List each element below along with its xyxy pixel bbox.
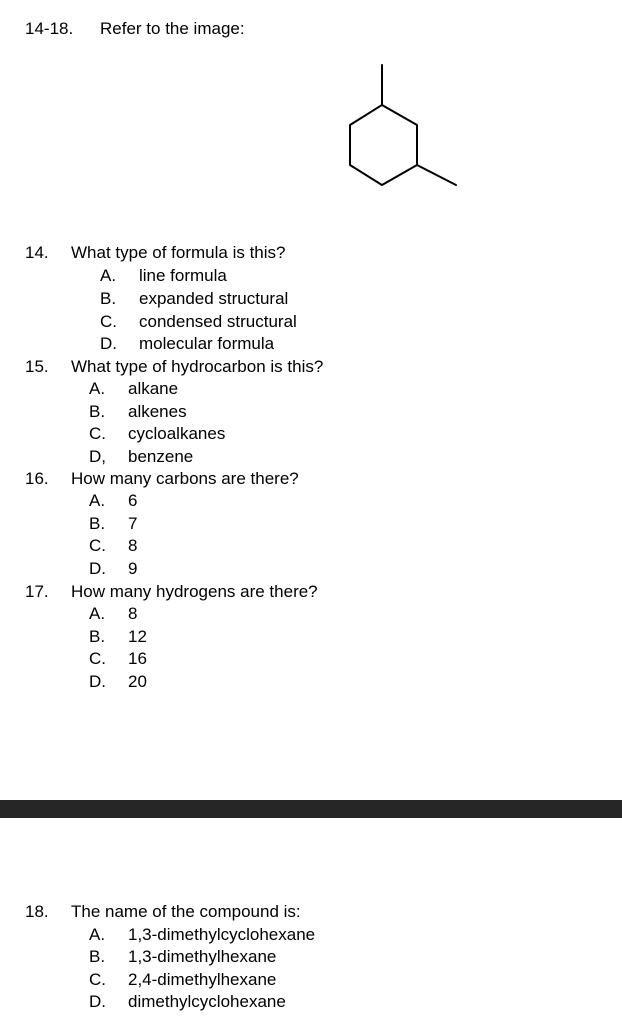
q17-option-b-letter: B. (89, 627, 106, 646)
q14-option-d: molecular formula (139, 334, 275, 353)
structure-image (340, 60, 470, 190)
question-18-text: The name of the compound is: (71, 902, 301, 921)
question-14-text: What type of formula is this? (71, 243, 286, 262)
q18-option-d-letter: D. (89, 992, 106, 1011)
page-divider (0, 800, 622, 818)
q15-option-b: alkenes (128, 402, 187, 421)
q14-option-b: expanded structural (139, 289, 289, 308)
q16-option-c-letter: C. (89, 536, 106, 555)
q16-option-b: 7 (128, 514, 138, 533)
q15-option-a-letter: A. (89, 379, 106, 398)
question-14-number: 14. (25, 243, 49, 262)
q17-option-a-letter: A. (89, 604, 106, 623)
q17-option-d: 20 (128, 672, 147, 691)
header-range: 14-18. (25, 19, 74, 38)
q16-option-d-letter: D. (89, 559, 106, 578)
q16-option-a: 6 (128, 491, 138, 510)
question-15-text: What type of hydrocarbon is this? (71, 357, 324, 376)
question-16-text: How many carbons are there? (71, 469, 299, 488)
q18-option-c-letter: C. (89, 970, 106, 989)
q14-option-b-letter: B. (100, 289, 117, 308)
q15-option-c-letter: C. (89, 424, 106, 443)
q14-option-d-letter: D. (100, 334, 117, 353)
q17-option-b: 12 (128, 627, 147, 646)
question-17-number: 17. (25, 582, 49, 601)
q14-option-c-letter: C. (100, 312, 117, 331)
q15-option-a: alkane (128, 379, 179, 398)
q17-option-d-letter: D. (89, 672, 106, 691)
question-15-number: 15. (25, 357, 49, 376)
q15-option-b-letter: B. (89, 402, 106, 421)
question-16-number: 16. (25, 469, 49, 488)
q16-option-d: 9 (128, 559, 138, 578)
q17-option-c: 16 (128, 649, 147, 668)
q14-option-a-letter: A. (100, 266, 117, 285)
q15-option-d: benzene (128, 447, 194, 466)
q16-option-a-letter: A. (89, 491, 106, 510)
q18-option-c: 2,4-dimethylhexane (128, 970, 277, 989)
q17-option-c-letter: C. (89, 649, 106, 668)
q18-option-b: 1,3-dimethylhexane (128, 947, 277, 966)
cyclohexane-ring (350, 105, 417, 185)
q14-option-c: condensed structural (139, 312, 297, 331)
q15-option-c: cycloalkanes (128, 424, 226, 443)
q18-option-a: 1,3-dimethylcyclohexane (128, 925, 316, 944)
q18-option-a-letter: A. (89, 925, 106, 944)
q16-option-b-letter: B. (89, 514, 106, 533)
q14-option-a: line formula (139, 266, 227, 285)
header-instruction: Refer to the image: (100, 19, 245, 38)
q17-option-a: 8 (128, 604, 138, 623)
q18-option-d: dimethylcyclohexane (128, 992, 286, 1011)
methyl-bond-right (417, 165, 456, 185)
q15-option-d-letter: D, (89, 447, 106, 466)
question-17-text: How many hydrogens are there? (71, 582, 318, 601)
q18-option-b-letter: B. (89, 947, 106, 966)
question-18-number: 18. (25, 902, 49, 921)
q16-option-c: 8 (128, 536, 138, 555)
